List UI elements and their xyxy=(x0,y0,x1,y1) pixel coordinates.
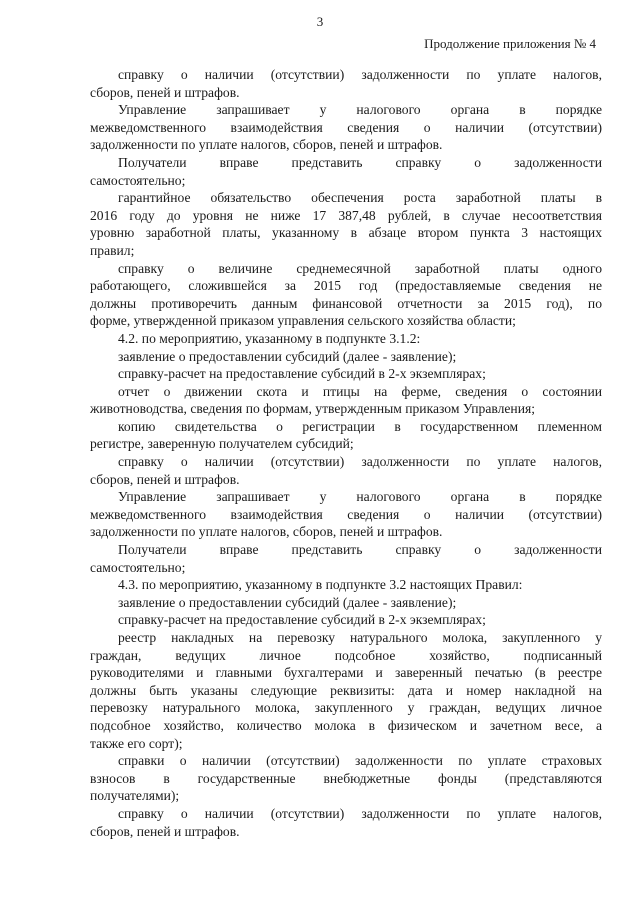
paragraph xyxy=(90,330,602,348)
text-line: 4.2. по мероприятию, указанному в подпункте 3.1.2: xyxy=(118,330,421,346)
paragraph xyxy=(90,611,602,629)
text-line: правил; xyxy=(90,242,135,258)
text-line: получателями); xyxy=(90,788,180,804)
text-line: заявление о предоставлении субсидий (далее - заявление); xyxy=(118,594,457,610)
text-line: 4.3. по мероприятию, указанному в подпункте 3.2 настоящих Правил: xyxy=(118,577,523,593)
text-line: Управление запрашивает у налогового органа в порядке xyxy=(118,102,602,118)
text-line: справку-расчет на предоставление субсидий в 2-х экземплярах; xyxy=(118,612,486,628)
text-line: самостоятельно; xyxy=(90,172,186,188)
paragraph xyxy=(90,365,602,383)
paragraph xyxy=(90,101,602,154)
paragraph xyxy=(90,154,602,189)
text-line: сборов, пеней и штрафов. xyxy=(90,84,240,100)
paragraph xyxy=(90,260,602,330)
paragraph xyxy=(90,348,602,366)
text-line: регистре, заверенную получателем субсидий; xyxy=(90,436,354,452)
text-line: форме, утвержденной приказом управления сельского хозяйства области; xyxy=(90,313,516,329)
text-line: Получатели вправе представить справку о задолженности xyxy=(118,542,602,558)
text-line: работающего, сложившейся за 2015 год (предоставляемые сведения не xyxy=(90,278,602,294)
paragraph xyxy=(90,594,602,612)
paragraph xyxy=(90,752,602,805)
text-line: межведомственного взаимодействия сведения о наличии (отсутствии) xyxy=(90,119,602,135)
text-line: реестр накладных на перевозку натурального молока, закупленного у xyxy=(118,630,602,645)
text-line: 2016 году до уровня не ниже 17 387,48 рублей, в случае несоответствия xyxy=(90,207,602,223)
text-line: справку о наличии (отсутствии) задолженности по уплате налогов, xyxy=(118,805,602,821)
text-line: сборов, пеней и штрафов. xyxy=(90,823,240,839)
text-line: гарантийное обязательство обеспечения роста заработной платы в xyxy=(118,190,602,206)
text-line: Управление запрашивает у налогового органа в порядке xyxy=(118,489,602,505)
text-line: уровню заработной платы, указанному в абзаце втором пункта 3 настоящих xyxy=(90,225,602,241)
text-line: самостоятельно; xyxy=(90,559,186,575)
text-line: копию свидетельства о регистрации в государственном племенном xyxy=(118,418,602,434)
paragraph xyxy=(90,576,602,594)
text-line: Получатели вправе представить справку о задолженности xyxy=(118,154,602,170)
paragraph xyxy=(90,418,602,453)
text-line: подсобное хозяйство, количество молока в физическом и зачетном весе, а xyxy=(90,717,602,733)
paragraph xyxy=(90,629,602,752)
text-line: задолженности по уплате налогов, сборов, пеней и штрафов. xyxy=(90,524,443,540)
paragraph xyxy=(90,488,602,541)
text-line: справку о наличии (отсутствии) задолженности по уплате налогов, xyxy=(118,67,602,82)
text-line: справку-расчет на предоставление субсидий в 2-х экземплярах; xyxy=(118,366,486,382)
appendix-note: Продолжение приложения № 4 xyxy=(424,36,596,51)
text-line: перевозку натурального молока, закупленного у граждан, ведущих личное xyxy=(90,700,602,716)
text-line: граждан, ведущих личное подсобное хозяйство, подписанный xyxy=(90,647,602,663)
paragraph xyxy=(90,453,602,488)
text-line: справку о величине среднемесячной заработной платы одного xyxy=(118,260,602,276)
paragraph xyxy=(90,805,602,840)
paragraph xyxy=(90,66,602,101)
text-line: также его сорт); xyxy=(90,735,183,751)
text-line: сборов, пеней и штрафов. xyxy=(90,471,240,487)
page-number: 3 xyxy=(316,14,324,29)
text-line: справки о наличии (отсутствии) задолженности по уплате страховых xyxy=(118,753,602,769)
text-line: должны быть указаны следующие реквизиты: дата и номер накладной на xyxy=(90,682,602,698)
paragraph xyxy=(90,541,602,576)
text-line: межведомственного взаимодействия сведения о наличии (отсутствии) xyxy=(90,506,602,522)
text-line: справку о наличии (отсутствии) задолженности по уплате налогов, xyxy=(118,454,602,470)
text-line: взносов в государственные внебюджетные фонды (представляются xyxy=(90,770,602,786)
text-line: заявление о предоставлении субсидий (далее - заявление); xyxy=(118,348,457,364)
document-body xyxy=(90,66,602,840)
text-line: должны противоречить данным финансовой отчетности за 2015 год), по xyxy=(90,295,602,311)
text-line: задолженности по уплате налогов, сборов, пеней и штрафов. xyxy=(90,137,443,153)
text-line: руководителями и главными бухгалтерами и заверенный печатью (в реестре xyxy=(90,665,602,681)
paragraph xyxy=(90,383,602,418)
paragraph xyxy=(90,189,602,259)
text-line: животноводства, сведения по формам, утвержденным приказом Управления; xyxy=(90,401,536,417)
text-line: отчет о движении скота и птицы на ферме, сведения о состоянии xyxy=(118,383,602,399)
